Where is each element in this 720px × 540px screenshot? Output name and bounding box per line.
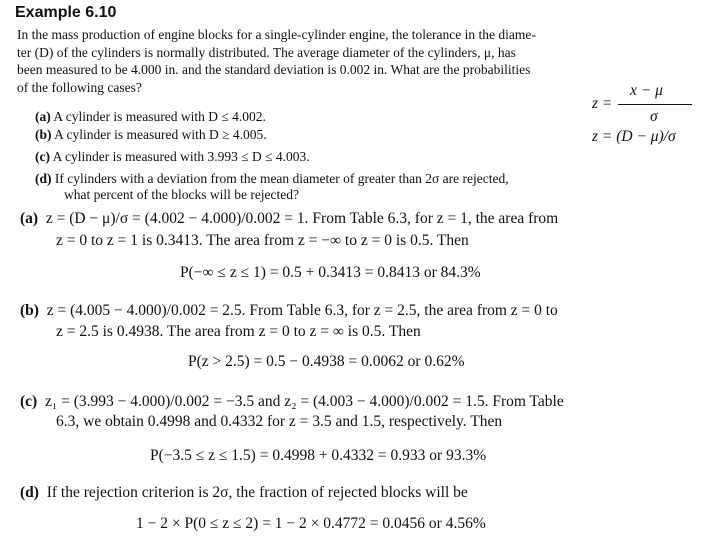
question-a (35, 108, 266, 126)
question-b (35, 126, 267, 144)
solution-label: (d) (20, 484, 39, 501)
example-title: Example 6.10 (15, 4, 117, 21)
intro-line: In the mass production of engine blocks for a single-cylinder engine, the tolerance in the diame- (17, 27, 536, 42)
solution-text: z = (4.005 − 4.000)/0.002 = 2.5. From Table 6.3, for z = 2.5, the area from z = 0 to (46, 302, 558, 319)
question-text: A cylinder is measured with D ≤ 4.002. (53, 109, 266, 124)
question-d (35, 170, 509, 188)
solution-a-line1 (20, 210, 558, 228)
solution-c-result: P(−3.5 ≤ z ≤ 1.5) = 0.4998 + 0.4332 = 0.933 or 93.3% (150, 447, 487, 464)
formula-z-lhs: z = (592, 95, 613, 112)
question-text: A cylinder is measured with D ≥ 4.005. (54, 127, 267, 142)
intro-line: ter (D) of the cylinders is normally distributed. The average diameter of the cylinders, μ, has (17, 44, 516, 60)
solution-d-line1 (20, 484, 468, 502)
question-label: (a) (35, 109, 51, 124)
solution-text: z = (D − μ)/σ = (4.002 − 4.000)/0.002 = 1. From Table 6.3, for z = 1, the area from (45, 210, 559, 227)
solution-a-result: P(−∞ ≤ z ≤ 1) = 0.5 + 0.3413 = 0.8413 or 84.3% (180, 264, 481, 281)
question-c (35, 148, 310, 166)
question-d-continued: what percent of the blocks will be rejected? (64, 187, 300, 202)
solution-b-line2: z = 2.5 is 0.4938. The area from z = 0 to z = ∞ is 0.5. Then (56, 323, 421, 340)
solution-b-line1 (20, 302, 558, 320)
solution-d-result: 1 − 2 × P(0 ≤ z ≤ 2) = 1 − 2 × 0.4772 = 0.0456 or 4.56% (136, 515, 486, 532)
formula-z-alternate: z = (D − μ)/σ (592, 128, 676, 145)
solution-a-line2: z = 0 to z = 1 is 0.3413. The area from z = −∞ to z = 0 is 0.5. Then (56, 232, 469, 249)
solution-label: (c) (20, 393, 38, 410)
solution-label: (a) (20, 210, 39, 227)
question-label: (d) (35, 171, 52, 186)
solution-b-result: P(z > 2.5) = 0.5 − 0.4938 = 0.0062 or 0.62% (188, 353, 465, 370)
solution-text: z₁ = (3.993 − 4.000)/0.002 = −3.5 and z₂ = (4.003 − 4.000)/0.002 = 1.5. From Table (44, 393, 564, 410)
solution-label: (b) (20, 302, 39, 319)
question-label: (b) (35, 127, 52, 142)
solution-c-line2: 6.3, we obtain 0.4998 and 0.4332 for z = 3.5 and 1.5, respectively. Then (56, 413, 503, 430)
problem-statement (17, 26, 657, 96)
question-text: A cylinder is measured with 3.993 ≤ D ≤ 4.003. (52, 149, 310, 164)
question-label: (c) (35, 149, 50, 164)
question-text: If cylinders with a deviation from the mean diameter of greater than 2σ are rejected, (54, 171, 509, 186)
solution-c-line1 (20, 393, 564, 411)
intro-line: been measured to be 4.000 in. and the standard deviation is 0.002 in. What are the probabilities (17, 62, 531, 77)
intro-line: of the following cases? (17, 79, 142, 95)
fraction-bar (618, 104, 692, 105)
solution-text: If the rejection criterion is 2σ, the fraction of rejected blocks will be (46, 484, 468, 501)
formula-denominator: σ (650, 108, 658, 125)
formula-numerator: x − μ (630, 82, 663, 99)
